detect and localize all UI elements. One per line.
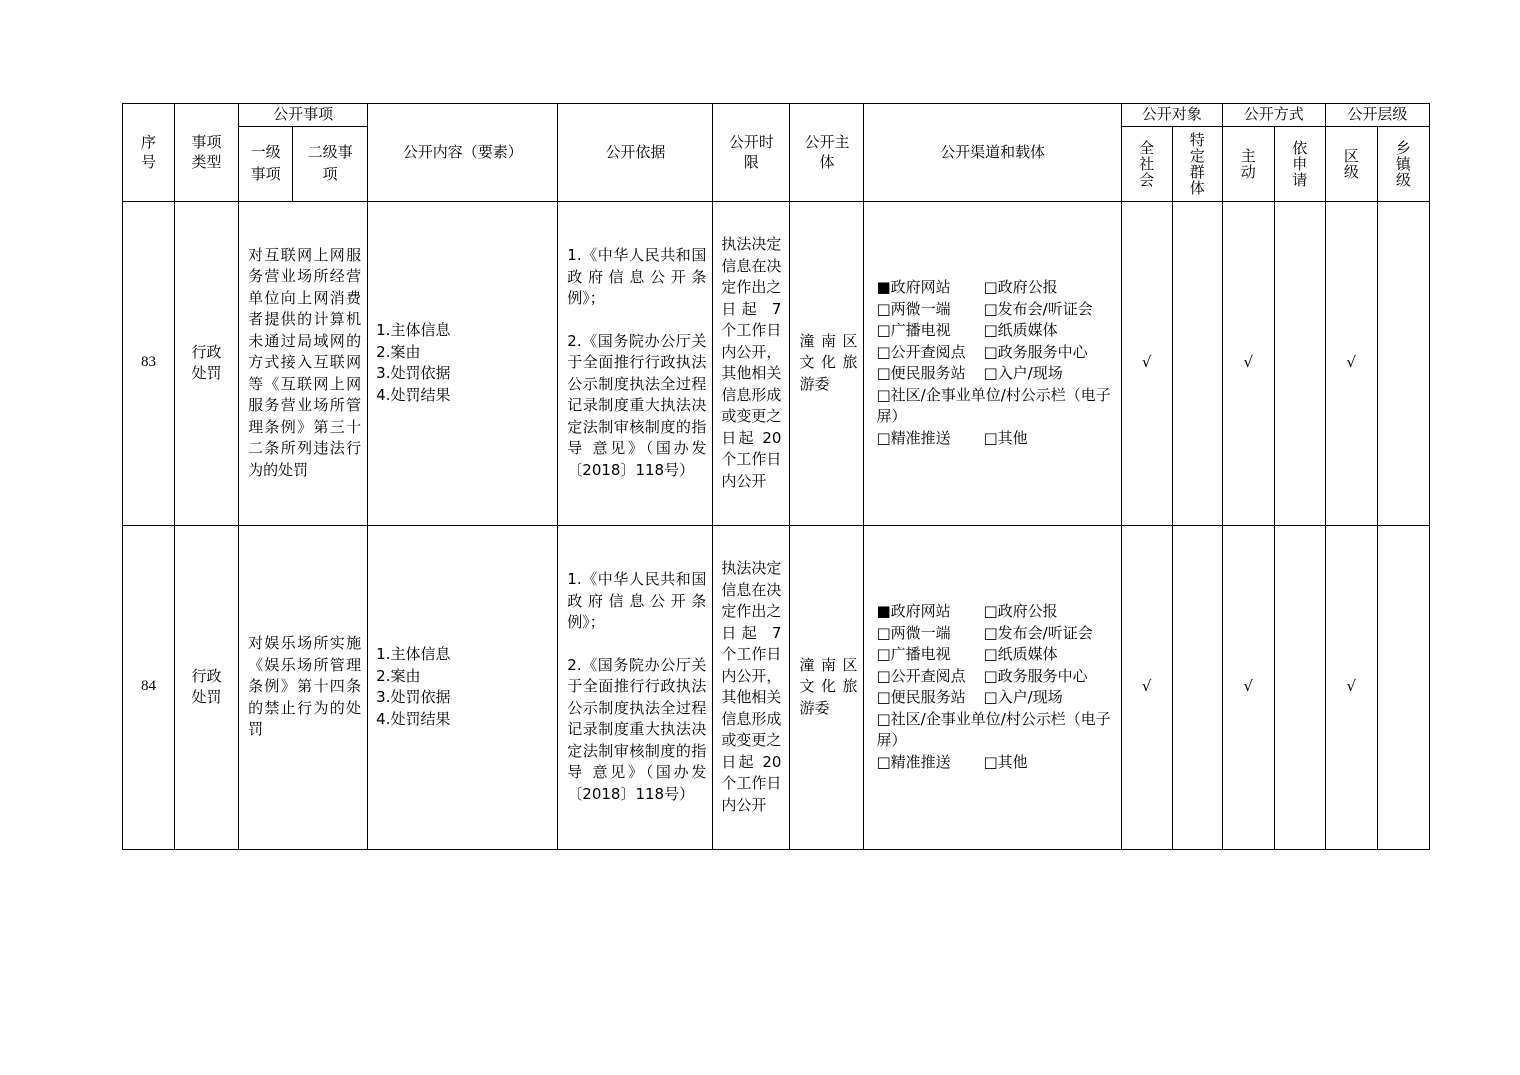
header-seq: 序号 <box>123 104 175 202</box>
channel-item: □广播电视 <box>876 645 951 663</box>
row-time-limit: 执法决定信息在决定作出之日起 7 个工作日内公开，其他相关信息形成或变更之日起 20 个工作日内公开 <box>713 201 790 525</box>
header-level-district: 区级 <box>1325 126 1377 201</box>
row-matter: 对娱乐场所实施《娱乐场所管理条例》第十四条的禁止行为的处罚 <box>239 525 368 849</box>
row-channels <box>864 201 1121 525</box>
channel-item: ■政府网站 <box>876 278 951 296</box>
header-basis: 公开依据 <box>558 104 713 202</box>
basis-item-2: 2.《国务院办公厅关于全面推行行政执法公示制度执法全过程记录制度重大执法决定法制审核制度的指导 意见》（国办发〔2018〕118号） <box>567 331 707 479</box>
channel-item: □社区/企事业单位/村公示栏（电子屏） <box>876 385 1111 425</box>
table-row <box>123 201 1430 525</box>
channel-item: □便民服务站 <box>876 364 966 382</box>
channel-item: ■政府网站 <box>876 602 951 620</box>
channel-item: □纸质媒体 <box>983 321 1058 339</box>
check-target-all: √ <box>1121 201 1172 525</box>
header-level-group: 公开层级 <box>1325 104 1429 127</box>
basis-item-1: 1.《中华人民共和国政府信息公开条例》； <box>567 246 707 307</box>
channel-item: □政府公报 <box>983 278 1058 296</box>
header-method-active: 主动 <box>1222 126 1274 201</box>
row-content: 1.主体信息 2.案由 3.处罚依据 4.处罚结果 <box>368 201 558 525</box>
channel-item: □两微一端 <box>876 623 951 642</box>
channel-item: □社区/企事业单位/村公示栏（电子屏） <box>876 709 1111 749</box>
check-level-township <box>1377 201 1429 525</box>
channel-item: □其他 <box>983 752 1028 771</box>
row-channels <box>864 525 1121 849</box>
check-method-active: √ <box>1222 525 1274 849</box>
check-level-township <box>1377 525 1429 849</box>
channel-item: □广播电视 <box>876 321 951 339</box>
row-type: 行政处罚 <box>175 525 239 849</box>
basis-item-1: 1.《中华人民共和国政府信息公开条例》； <box>567 570 707 631</box>
channel-item: □便民服务站 <box>876 688 966 706</box>
check-target-all: √ <box>1121 525 1172 849</box>
disclosure-table <box>122 103 1430 850</box>
channel-item: □政务服务中心 <box>983 342 1088 361</box>
channel-item: □纸质媒体 <box>983 645 1058 663</box>
check-target-specific <box>1172 201 1222 525</box>
channel-item: □入户/现场 <box>983 364 1063 382</box>
channel-item: □入户/现场 <box>983 688 1063 706</box>
row-seq: 84 <box>123 525 175 849</box>
header-method-group: 公开方式 <box>1222 104 1325 127</box>
header-method-request: 依申请 <box>1274 126 1325 201</box>
header-matter-group: 公开事项 <box>239 104 368 127</box>
table-row <box>123 525 1430 849</box>
row-matter: 对互联网上网服务营业场所经营单位向上网消费者提供的计算机未通过局域网的方式接入互联网等《互联网上网服务营业场所管理条例》第三十二条所列违法行为的处罚 <box>239 201 368 525</box>
channel-item: □精准推送 <box>876 752 951 771</box>
header-target-group: 公开对象 <box>1121 104 1222 127</box>
check-level-district: √ <box>1325 201 1377 525</box>
check-method-active: √ <box>1222 201 1274 525</box>
check-level-district: √ <box>1325 525 1377 849</box>
header-target-all: 全社会 <box>1121 126 1172 201</box>
basis-item-2: 2.《国务院办公厅关于全面推行行政执法公示制度执法全过程记录制度重大执法决定法制审核制度的指导 意见》（国办发〔2018〕118号） <box>567 655 707 803</box>
channel-item: □政府公报 <box>983 602 1058 620</box>
channel-item: □公开查阅点 <box>876 666 966 685</box>
header-level1: 一级事项 <box>239 126 293 201</box>
row-subject: 潼南区文化旅游委 <box>790 525 864 849</box>
row-subject: 潼南区文化旅游委 <box>790 201 864 525</box>
header-channels: 公开渠道和载体 <box>864 104 1121 202</box>
row-basis <box>558 525 713 849</box>
check-target-specific <box>1172 525 1222 849</box>
check-method-request <box>1274 201 1325 525</box>
header-target-specific: 特定群体 <box>1172 126 1222 201</box>
channel-item: □两微一端 <box>876 299 951 318</box>
header-type: 事项类型 <box>175 104 239 202</box>
row-seq: 83 <box>123 201 175 525</box>
channel-item: □发布会/听证会 <box>983 299 1093 318</box>
header-time-limit: 公开时限 <box>713 104 790 202</box>
header-subject: 公开主体 <box>790 104 864 202</box>
channel-item: □政务服务中心 <box>983 666 1088 685</box>
row-type: 行政处罚 <box>175 201 239 525</box>
header-level2: 二级事项 <box>293 126 368 201</box>
header-level-township: 乡镇级 <box>1377 126 1429 201</box>
channel-item: □其他 <box>983 428 1028 447</box>
channel-item: □公开查阅点 <box>876 342 966 361</box>
header-content: 公开内容（要素） <box>368 104 558 202</box>
row-basis <box>558 201 713 525</box>
row-content: 1.主体信息 2.案由 3.处罚依据 4.处罚结果 <box>368 525 558 849</box>
row-time-limit: 执法决定信息在决定作出之日起 7 个工作日内公开，其他相关信息形成或变更之日起 20 个工作日内公开 <box>713 525 790 849</box>
channel-item: □发布会/听证会 <box>983 623 1093 642</box>
channel-item: □精准推送 <box>876 428 951 447</box>
header-row-1 <box>123 104 1430 127</box>
check-method-request <box>1274 525 1325 849</box>
